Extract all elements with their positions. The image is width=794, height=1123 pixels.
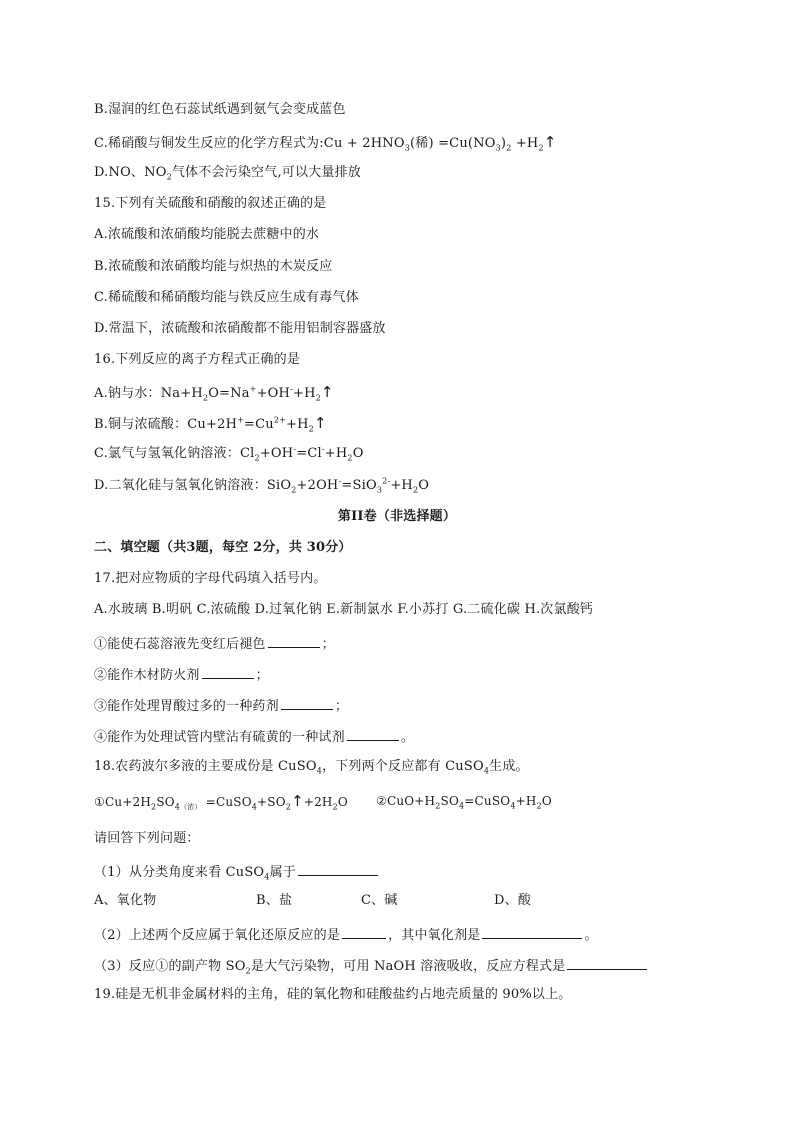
q17-stem: 17.把对应物质的字母代码填入括号内。 [94, 571, 327, 586]
q16-option-a: A.钠与水：$Na+H_2O=Na^++OH^-+H_2↑$ [94, 383, 334, 403]
up-arrow-icon: ↑ [291, 792, 304, 810]
q17-options: A.水玻璃 B.明矾 C.浓硫酸 D.过氧化钠 E.新制氯水 F.小苏打 G.二硫化碳 H.次氯酸钙 [94, 602, 594, 617]
q15-option-b: B.浓硫酸和浓硝酸均能与炽热的木炭反应 [94, 259, 333, 274]
answer-blank[interactable] [482, 924, 582, 939]
q18-choice-c: C、碱 [361, 893, 398, 908]
q19-stem: 19.硅是无机非金属材料的主角，硅的氧化物和硅酸盐约占地壳质量的 90%以上。 [94, 987, 572, 1002]
q17-item-2: ②能作木材防火剂 ； [94, 664, 269, 685]
answer-blank[interactable] [268, 633, 320, 648]
answer-blank[interactable] [281, 695, 333, 710]
q16-option-c: C.氯气与氢氧化钠溶液：$Cl_2+OH^-=Cl^-+H_2O$ [94, 444, 364, 463]
q15-stem: 15.下列有关硫酸和硝酸的叙述正确的是 [94, 196, 327, 211]
q16-stem: 16.下列反应的离子方程式正确的是 [94, 352, 301, 367]
answer-blank[interactable] [342, 924, 386, 939]
q14-option-b: B.湿润的红色石蕊试纸遇到氨气会变成蓝色 [94, 102, 346, 117]
q15-option-a: A.浓硫酸和浓硝酸均能脱去蔗糖中的水 [94, 227, 320, 242]
q15-option-d: D.常温下，浓硫酸和浓硝酸都不能用铝制容器盛放 [94, 321, 386, 336]
q17-item-3: ③能作处理胃酸过多的一种药剂 ； [94, 695, 348, 716]
answer-blank[interactable] [298, 861, 378, 876]
q16-option-b: B.铜与浓硫酸：$Cu+2H^+=Cu^{2+}+H_2↑$ [94, 414, 327, 434]
up-arrow-icon: ↑ [320, 383, 334, 401]
q18-part-1: （1）从分类角度来看 CuSO$_4$属于 [94, 861, 380, 882]
q15-option-c: C.稀硫酸和稀硝酸均能与铁反应生成有毒气体 [94, 290, 359, 305]
q16-option-d: D.二氧化硅与氢氧化钠溶液：$SiO_2+2OH^-=SiO_3^{2-}+H_2O$ [94, 476, 430, 495]
answer-blank[interactable] [347, 726, 399, 741]
q18-choice-b: B、盐 [256, 893, 293, 908]
q14-option-d: D.NO、$NO_2$气体不会污染空气,可以大量排放 [94, 165, 361, 182]
q18-stem: 18.农药波尔多液的主要成份是 CuSO$_4$，下列两个反应都有 CuSO$_4$生成。 [94, 759, 529, 776]
q18-part-2: （2）上述两个反应属于氧化还原反应的是 ，其中氧化剂是 。 [94, 924, 598, 945]
q18-reaction-1: $①Cu+2H_2SO_{4(浓)}$ $=CuSO_4+SO_2↑+2H_2O$ [94, 792, 348, 812]
q18-choice-d: D、酸 [494, 893, 532, 908]
q14-option-c: C.稀硝酸与铜发生反应的化学方程式为:Cu + $2HNO_3$(稀) $=Cu(NO_3)_2$ $+H_2↑$ [94, 133, 557, 153]
q18-reaction-2: $②CuO+H_2SO_4=CuSO_4+H_2O$ [376, 794, 552, 811]
q18-part-3: （3）反应①的副产物 $SO_2$是大气污染物，可用 NaOH 溶液吸收，反应方程式是 [94, 955, 649, 976]
answer-blank[interactable] [567, 955, 647, 970]
answer-blank[interactable] [202, 664, 254, 679]
q18-choice-a: A、氧化物 [94, 893, 157, 908]
q17-item-4: ④能作为处理试管内壁沾有硫黄的一种试剂 。 [94, 726, 414, 747]
q17-item-1: ①能使石蕊溶液先变红后褪色 ； [94, 633, 335, 654]
volume-title: 第II卷（非选择题） [337, 509, 457, 524]
q18-prompt: 请回答下列问题： [94, 831, 200, 846]
part-title: 二、填空题（共3题，每空 2分，共 30分） [94, 540, 352, 555]
up-arrow-icon: ↑ [543, 133, 557, 151]
up-arrow-icon: ↑ [313, 414, 327, 432]
